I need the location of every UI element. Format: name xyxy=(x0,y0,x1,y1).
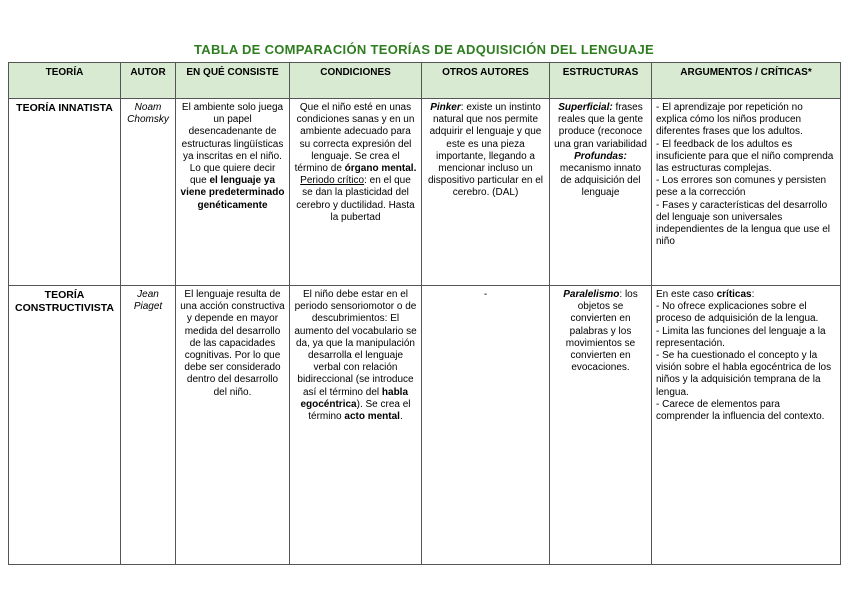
argumentos-list: - No ofrece explicaciones sobre el proceso de adquisición de la lengua. - Limita las funciones del lenguaje a la representación. - Se ha cuestionado el concepto y la visión sobre el habla egocéntrica de los niños y la adquisición temprana de la lengua. - Carece de elementos para comprender la influencia del contexto. xyxy=(656,301,832,422)
otros-autor-name: Pinker xyxy=(430,102,461,113)
estructura-label-paralelismo: Paralelismo xyxy=(563,289,620,300)
table-row xyxy=(9,286,841,565)
header-otros-autores: OTROS AUTORES xyxy=(422,63,550,99)
estructuras-cell xyxy=(550,99,652,286)
consiste-cell xyxy=(176,99,290,286)
argumentos-cell xyxy=(652,286,841,565)
header-argumentos: ARGUMENTOS / CRÍTICAS* xyxy=(652,63,841,99)
header-condiciones: CONDICIONES xyxy=(290,63,422,99)
condiciones-text-2: ). Se crea el término xyxy=(308,398,411,422)
table-header-row xyxy=(9,63,841,99)
condiciones-cell xyxy=(290,99,422,286)
consiste-text: El ambiente solo juega un papel desencadenante de estructuras lingüísticas ya inscritas en el niño. Lo que quiere decir que xyxy=(181,102,284,187)
estructuras-cell xyxy=(550,286,652,565)
otros-autores-text: : existe un instinto natural que nos permite adquirir el lenguaje y que este es una pieza importante, llegando a mencionar incluso un dispositivo particular en el cerebro. (DAL) xyxy=(427,102,544,199)
estructura-label-superficial: Superficial: xyxy=(558,102,613,113)
estructura-label-profundas: Profundas: xyxy=(574,150,627,162)
header-teoria: TEORÍA xyxy=(9,63,121,99)
condiciones-text-2: : en el que se dan la plasticidad del cerebro y ductilidad. Hasta la pubertad xyxy=(296,175,415,223)
argumentos-colon: : xyxy=(751,289,755,300)
comparison-table xyxy=(8,62,841,565)
table-row xyxy=(9,99,841,286)
estructura-text-paralelismo: : los objetos se convierten en palabras y los movimientos se convierten en evocaciones. xyxy=(565,289,638,374)
condiciones-text: El niño debe estar en el periodo sensoriomotor o de descubrimientos: El aumento del vocabulario se da, ya que la manipulación desarrolla el lenguaje verbal con relación bidireccional (se introduce así el término del xyxy=(294,289,417,398)
condiciones-text: Que el niño esté en unas condiciones sanas y en un ambiente adecuado para su correcta expresión del lenguaje. Se crea el término de xyxy=(294,102,415,174)
header-estructuras: ESTRUCTURAS xyxy=(550,63,652,99)
autor-cell: Noam Chomsky xyxy=(121,99,176,286)
consiste-highlight: el lenguaje ya viene predeterminado genéticamente xyxy=(180,175,285,211)
condiciones-cell xyxy=(290,286,422,565)
document-title: TABLA DE COMPARACIÓN TEORÍAS DE ADQUISICIÓN DEL LENGUAJE xyxy=(193,42,655,57)
condiciones-highlight-2: acto mental xyxy=(344,410,400,422)
condiciones-highlight: habla egocéntrica xyxy=(300,386,409,410)
argumentos-cell: - El aprendizaje por repetición no explica cómo los niños producen diferentes frases que los adultos. - El feedback de los adultos es insuficiente para que el niño comprenda las estructuras complejas. - Los errores son comunes y persisten pese a la corrección - Fases y características del desarrollo del lenguaje son universales independientes de la lengua que use el niño xyxy=(652,99,841,286)
argumentos-intro: En este caso xyxy=(656,289,714,300)
consiste-cell: El lenguaje resulta de una acción constructiva y depende en mayor medida del desarrollo de las capacidades cognitivas. Por lo que debe ser considerado dentro del desarrollo del niño. xyxy=(176,286,290,565)
teoria-cell: TEORÍA INNATISTA xyxy=(9,99,121,286)
teoria-cell: TEORÍA CONSTRUCTIVISTA xyxy=(9,286,121,565)
estructura-text-superficial: frases reales que la gente produce (reconoce una gran variabilidad xyxy=(554,102,647,150)
estructura-text-profundas: mecanismo innato de adquisición del lenguaje xyxy=(559,162,642,199)
otros-autores-cell xyxy=(422,99,550,286)
autor-cell: Jean Piaget xyxy=(121,286,176,565)
header-autor: AUTOR xyxy=(121,63,176,99)
condiciones-label: Periodo crítico xyxy=(300,175,365,187)
condiciones-end: . xyxy=(399,410,403,422)
header-en-que-consiste: EN QUÉ CONSISTE xyxy=(176,63,290,99)
argumentos-criticas: críticas xyxy=(716,289,752,300)
otros-autores-cell: - xyxy=(422,286,550,565)
condiciones-highlight: órgano mental. xyxy=(344,162,417,174)
